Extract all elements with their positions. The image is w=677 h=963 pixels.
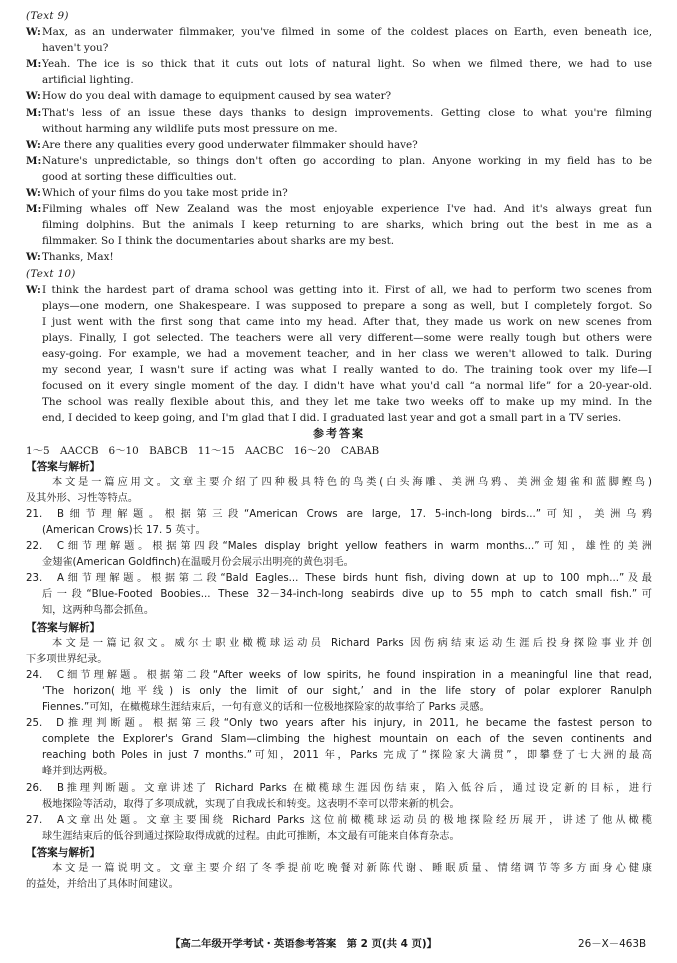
paragraph-line [26, 636, 652, 652]
answer-item-line [26, 813, 652, 829]
line-text: Which of your films do you take most pride in? [42, 187, 288, 200]
transcript-line [26, 217, 652, 233]
line-text: 金翅雀(American Goldfinch)在温暖月份会展示出明亮的黄色羽毛。 [42, 557, 354, 569]
transcript-line [26, 105, 652, 121]
speaker-label: W: [26, 187, 41, 200]
transcript-line [26, 153, 652, 169]
speaker-label: M: [26, 106, 42, 119]
speaker-label: W: [26, 251, 41, 264]
answer-item-line [26, 668, 652, 684]
text10-transcript [26, 282, 652, 427]
line-text: plays—one modern, one Shakespeare. I was supposed to prepare a song as well, but I completely forgot. So [42, 299, 652, 312]
paragraph-line [26, 877, 652, 893]
answer-item-line [26, 571, 652, 587]
text9-label: (Text 9) [26, 10, 69, 22]
answer-item-line [26, 523, 652, 539]
transcript-line [26, 362, 652, 378]
question-number: 26. B [26, 782, 64, 794]
answer-title: 参考答案 [313, 427, 365, 441]
transcript-line [26, 346, 652, 362]
line-text: 推理判断题。根据第三段“Only two years after his injury, in 2011, he became the fastest person to [64, 718, 652, 730]
transcript-line [26, 201, 652, 217]
line-text: 细节理解题。根据第二段“Bald Eagles... These birds hunt fish, diving down at up to 100 mph...”及最 [64, 573, 652, 585]
transcript-line [26, 24, 652, 40]
speaker-label: M: [26, 58, 42, 71]
line-text: 文章出处题。文章主要围绕 Richard Parks 这位前橄榄球运动员的极地探险经历展开，讲述了他从橄榄 [64, 814, 652, 826]
section-head: 【答案与解析】 [26, 460, 101, 473]
transcript-line [26, 185, 652, 201]
text9-transcript [26, 24, 652, 265]
transcript-line [26, 137, 652, 153]
answer-item-line [26, 748, 652, 764]
line-text: The school was really flexible about this, and they let me take two weeks off to make up my mind. In the [42, 396, 652, 409]
transcript-line [26, 40, 652, 56]
line-text: haven't you? [42, 42, 109, 55]
line-text: How do you deal with damage to equipment caused by sea water? [42, 90, 392, 103]
footer-title: 【高二年级开学考试・英语参考答案 第 2 页(共 4 页)】 [170, 938, 438, 950]
question-number: 24. C [26, 669, 64, 681]
answer-item-line [26, 732, 652, 748]
answer-key [26, 443, 652, 459]
line-text: reaching both Poles in just 7 months.”可知，2011 年，Parks 完成了“探险家大满贯”，即攀登了七大洲的最高 [42, 750, 652, 762]
line-text: Nature's unpredictable, so things don't often go according to plan. Anyone working in my field has to be [42, 154, 652, 167]
line-text: 细节理解题。根据第二段“After weeks of low spirits, he found inspiration in a meaningful line that read, [64, 669, 652, 681]
line-text: 本文是一篇应用文。文章主要介绍了四种极具特色的鸟类(白头海雕、美洲乌鸦、美洲金翅雀和蓝脚鲣鸟) [52, 476, 652, 488]
question-number: 25. D [26, 718, 64, 730]
answer-item-line [26, 555, 652, 571]
line-text: Yeah. The ice is so thick that it cuts out lots of natural light. So when we filmed there, we had to use [42, 58, 652, 71]
line-text: focused on it every single moment of the day. I didn't have what you'd call “a normal life” for a 20-year-old. [42, 380, 652, 393]
question-number: 22. C [26, 541, 64, 553]
line-text: 峰并到达两极。 [42, 766, 114, 778]
speaker-label: W: [26, 90, 41, 103]
section-head: 【答案与解析】 [26, 846, 101, 859]
answer-item-line [26, 781, 652, 797]
line-text: I think the hardest part of drama school was getting into it. First of all, we had to perform two scenes from [42, 283, 652, 296]
transcript-line [26, 378, 652, 394]
answer-item-line [26, 829, 652, 845]
transcript-line [26, 121, 652, 137]
section-head: 【答案与解析】 [26, 621, 101, 634]
line-text: 后一段“Blue-Footed Boobies... These 32－34-inch-long seabirds dive up to 55 mph to catch small fish.”可 [42, 589, 652, 601]
line-text: Filming whales off New Zealand was the most enjoyable experience I've had. And it's always great fun [42, 203, 652, 216]
answer-item-line [26, 797, 652, 813]
line-text: 及其外形、习性等特点。 [26, 492, 139, 504]
line-text: 的益处，并给出了具体时间建议。 [26, 879, 179, 891]
footer-code: 26－X－463B [578, 938, 647, 950]
line-text: ‘The horizon(地平线) is only the limit of our sight,’ and in the life story of polar explorer Ranulph [42, 685, 652, 697]
line-text: 下多项世界纪录。 [26, 653, 108, 665]
answer-item-line [26, 539, 652, 555]
line-text: 推理判断题。文章讲述了 Richard Parks 在橄榄球生涯因伤结束，陷入低谷后，通过设定新的目标，进行 [64, 782, 652, 794]
line-text: without harming any wildlife puts most pressure on me. [42, 122, 338, 135]
paragraph-line [26, 475, 652, 491]
line-text: 知，这两种鸟都会抓鱼。 [42, 605, 155, 617]
answer-group: 16～20 CABAB [293, 444, 380, 457]
answer-group: 11～15 AACBC [197, 444, 284, 457]
line-text: 极地探险等活动，取得了多项成就，实现了自我成长和转变。这表明不幸可以带来新的机会。 [42, 798, 460, 810]
line-text: filmmaker. So I think the documentaries about sharks are my best. [42, 235, 395, 248]
answer-group: 1～5 AACCB [26, 444, 99, 457]
transcript-line [26, 410, 652, 426]
line-text: filming dolphins. But the animals I keep returning to are sharks, which bring out the best in me as a [42, 219, 652, 232]
line-text: artificial lighting. [42, 74, 134, 87]
line-text: my second year, I wasn't sure if acting was what I really wanted to do. The training took over my life—I [42, 364, 652, 377]
line-text: 本文是一篇说明文。文章主要介绍了冬季提前吃晚餐对新陈代谢、睡眠质量、情绪调节等多方面身心健康 [52, 862, 652, 874]
answer-item-line [26, 764, 652, 780]
answer-item-line [26, 684, 652, 700]
transcript-line [26, 330, 652, 346]
line-text: Fiennes.”可知，在橄榄球生涯结束后，一句有意义的话和一位极地探险家的故事给了 Parks 灵感。 [42, 702, 490, 714]
paragraph-line [26, 652, 652, 668]
question-number: 21. B [26, 508, 64, 520]
paragraph-line [26, 861, 652, 877]
page-content [26, 8, 652, 893]
line-text: I just went with the first song that came into my head. After that, they made us work on new scenes from [42, 315, 652, 328]
text10-label: (Text 10) [26, 267, 76, 280]
transcript-line [26, 249, 652, 265]
line-text: end, I decided to keep going, and I'm glad that I did. I graduated last year and got a small part in a TV series. [42, 412, 622, 425]
line-text: complete the Explorer's Grand Slam—climbing the highest mountain on each of the seven continents and [42, 734, 652, 746]
paragraph-line [26, 491, 652, 507]
line-text: 细节理解题。根据第三段“American Crows are large, 17. 5-inch-long birds...”可知，美洲乌鸦 [64, 508, 652, 520]
speaker-label: M: [26, 203, 42, 216]
answer-item-line [26, 587, 652, 603]
answer-item-line [26, 603, 652, 619]
answer-group: 6～10 BABCB [108, 444, 188, 457]
line-text: plays. Finally, I got selected. The teachers were all very different—some were really tough but others were [42, 331, 652, 344]
question-number: 27. A [26, 814, 64, 826]
transcript-line [26, 169, 652, 185]
line-text: 细节理解题。根据第四段“Males display bright yellow feathers in warm months...”可知，雄性的美洲 [64, 541, 652, 553]
speaker-label: M: [26, 154, 42, 167]
transcript-line [26, 56, 652, 72]
transcript-line [26, 298, 652, 314]
line-text: Max, as an underwater filmmaker, you've filmed in some of the coldest places on Earth, even beneath ice, [42, 26, 652, 39]
answer-item-line [26, 700, 652, 716]
line-text: 球生涯结束后的低谷到通过探险取得成就的过程。由此可推断，本文最有可能来自体育杂志。 [42, 830, 460, 842]
transcript-line [26, 72, 652, 88]
transcript-line [26, 88, 652, 104]
transcript-line [26, 233, 652, 249]
analysis [26, 475, 652, 893]
line-text: Are there any qualities every good underwater filmmaker should have? [42, 138, 418, 151]
line-text: (American Crows)长 17. 5 英寸。 [42, 525, 206, 536]
answer-item-line [26, 716, 652, 732]
line-text: good at sorting these difficulties out. [42, 170, 237, 183]
answer-item-line [26, 507, 652, 523]
line-text: easy-going. For example, we had a movement teacher, and in her class we weren't allowed to talk. During [42, 347, 652, 360]
speaker-label: W: [26, 26, 41, 39]
transcript-line [26, 394, 652, 410]
transcript-line [26, 282, 652, 298]
transcript-line [26, 314, 652, 330]
line-text: 本文是一篇记叙文。威尔士职业橄榄球运动员 Richard Parks 因伤病结束运动生涯后投身探险事业并创 [52, 637, 652, 649]
line-text: Thanks, Max! [42, 251, 114, 264]
line-text: That's less of an issue these days thanks to design improvements. Getting close to what you're filming [42, 106, 652, 119]
question-number: 23. A [26, 573, 64, 585]
speaker-label: W: [26, 138, 41, 151]
speaker-label: W: [26, 283, 41, 296]
